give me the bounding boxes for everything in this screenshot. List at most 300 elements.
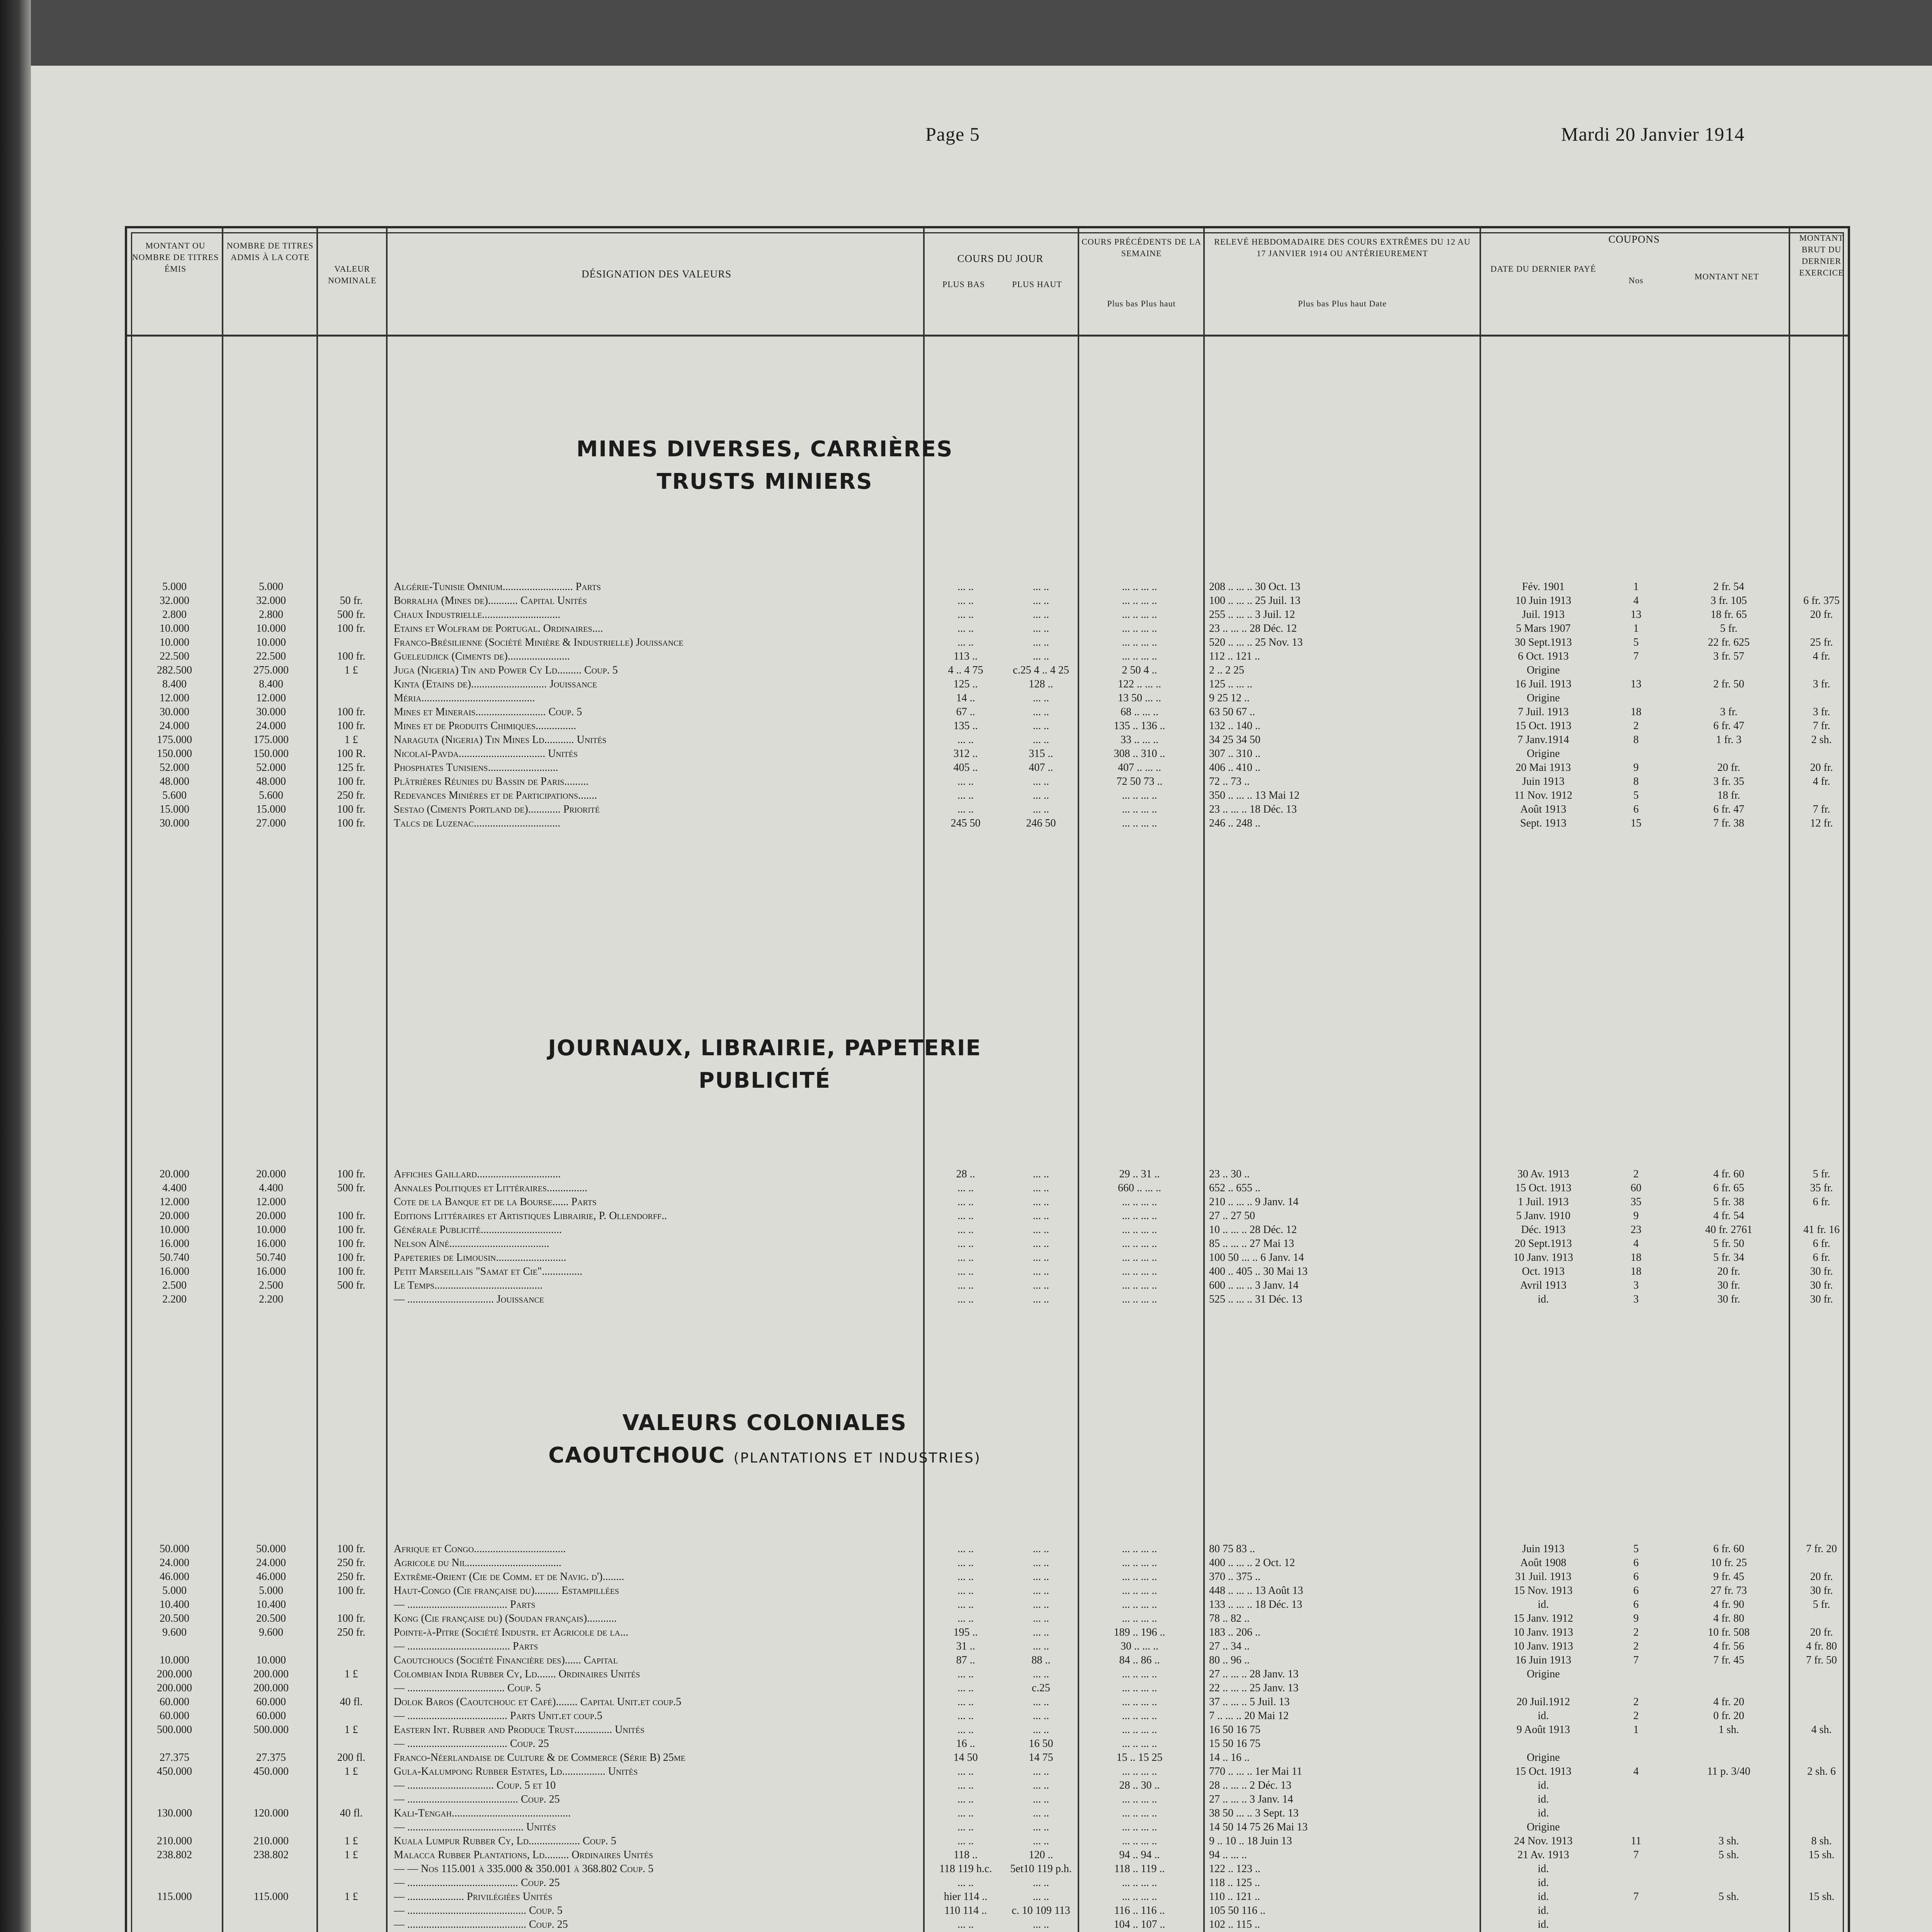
row-nombre: 12.000	[256, 1196, 286, 1208]
row-designation: — ......................................... Coup. 25	[394, 1877, 560, 1889]
row-coupon-net: 1 fr. 3	[1716, 734, 1742, 746]
row-nombre: 27.000	[256, 817, 286, 829]
row-nombre: 46.000	[256, 1571, 286, 1583]
table-row	[127, 1793, 1848, 1806]
row-nombre: 16.000	[256, 1238, 286, 1250]
row-montant-brut: 6 fr.	[1813, 1196, 1830, 1208]
col-header-semaine-bas-haut: Plus bas Plus haut	[1107, 299, 1176, 308]
row-plus-bas: ... ..	[957, 1224, 974, 1236]
row-nombre: 20.500	[256, 1612, 286, 1624]
row-plus-haut: ... ..	[1033, 650, 1049, 662]
row-plus-bas: ... ..	[957, 1710, 974, 1722]
row-designation: Phosphates Tunisiens..........................	[394, 762, 558, 774]
row-releve: 16 50 16 75	[1209, 1724, 1260, 1736]
row-nombre: 20.000	[256, 1168, 286, 1180]
row-valeur: 100 fr.	[337, 1612, 366, 1624]
section-title	[475, 1407, 1054, 1475]
row-releve: 63 50 67 ..	[1209, 706, 1255, 718]
row-coupon-date: 15 Oct. 1913	[1515, 1765, 1571, 1777]
row-montant-brut: 30 fr.	[1810, 1585, 1833, 1597]
row-nombre: 16.000	[256, 1265, 286, 1277]
row-nombre: 60.000	[256, 1710, 286, 1722]
table-row	[127, 775, 1848, 789]
row-plus-haut: ... ..	[1033, 581, 1049, 593]
issue-date: Mardi 20 Janvier 1914	[1561, 123, 1745, 145]
row-montant: 60.000	[160, 1710, 189, 1722]
row-nombre: 10.000	[256, 1654, 286, 1666]
row-plus-haut: ... ..	[1033, 622, 1049, 634]
row-coupon-date: Origine	[1527, 748, 1560, 760]
row-montant: 20.000	[160, 1210, 189, 1222]
row-valeur: 100 fr.	[337, 1168, 366, 1180]
row-nombre: 120.000	[253, 1807, 289, 1819]
row-plus-haut: ... ..	[1033, 1640, 1049, 1652]
row-designation: Colombian India Rubber Cy, Ld....... Ordinaires Unités	[394, 1668, 640, 1680]
row-coupon-numero: 6	[1633, 1599, 1639, 1611]
row-valeur: 250 fr.	[337, 1626, 366, 1638]
row-coupon-date: 15 Nov. 1913	[1514, 1585, 1573, 1597]
table-row	[127, 1584, 1848, 1598]
row-coupon-date: 5 Janv. 1910	[1516, 1210, 1571, 1222]
row-coupon-date: id.	[1537, 1793, 1549, 1805]
row-coupon-numero: 18	[1631, 1252, 1641, 1264]
row-coupon-numero: 4	[1633, 1238, 1639, 1250]
row-semaine: ... .. ... ..	[1122, 1668, 1157, 1680]
row-plus-bas: ... ..	[957, 1599, 974, 1611]
table-row	[127, 1181, 1848, 1195]
row-valeur: 1 £	[344, 1668, 358, 1680]
page-number: Page 5	[925, 123, 980, 145]
row-designation: — — Nos 115.001 à 335.000 & 350.001 à 368.802 Coup. 5	[394, 1863, 654, 1875]
row-releve: 132 .. 140 ..	[1209, 720, 1260, 732]
row-semaine: 94 .. 94 ..	[1119, 1849, 1160, 1861]
row-coupon-net: 4 fr. 90	[1713, 1599, 1745, 1611]
row-designation: Dolok Baros (Caoutchouc et Café)........ Capital Unit.et coup.5	[394, 1696, 682, 1708]
row-coupon-date: 1 Juil. 1913	[1518, 1196, 1569, 1208]
row-montant-brut: 4 fr.	[1813, 650, 1830, 662]
row-semaine: ... .. ... ..	[1122, 1196, 1157, 1208]
row-nombre: 27.375	[256, 1752, 286, 1764]
row-plus-haut: c.25 4 .. 4 25	[1013, 664, 1069, 676]
row-nombre: 2.200	[259, 1293, 283, 1305]
row-montant: 175.000	[157, 734, 192, 746]
table-row	[127, 1237, 1848, 1251]
table-row	[127, 1848, 1848, 1862]
row-releve: 27 .. ... .. 28 Janv. 13	[1209, 1668, 1299, 1680]
row-releve: 400 .. 405 .. 30 Mai 13	[1209, 1265, 1308, 1277]
row-montant: 200.000	[157, 1668, 192, 1680]
row-designation: Naraguta (Nigeria) Tin Mines Ld........... Unités	[394, 734, 607, 746]
row-coupon-date: id.	[1537, 1905, 1549, 1917]
row-montant-brut: 3 fr.	[1813, 678, 1830, 690]
row-nombre: 48.000	[256, 776, 286, 787]
row-designation: — ................................ Jouissance	[394, 1293, 544, 1305]
table-row	[127, 1890, 1848, 1904]
row-plus-bas: 87 ..	[956, 1654, 975, 1666]
row-coupon-date: Oct. 1913	[1522, 1265, 1565, 1277]
table-row	[127, 636, 1848, 650]
row-releve: 9 25 12 ..	[1209, 692, 1250, 704]
row-valeur: 100 fr.	[337, 1585, 366, 1597]
row-montant-brut: 25 fr.	[1810, 636, 1833, 648]
row-designation: Pointe-à-Pitre (Société Industr. et Agricole de la...	[394, 1626, 629, 1638]
row-plus-haut: ... ..	[1033, 1279, 1049, 1291]
row-coupon-numero: 13	[1631, 678, 1641, 690]
row-releve: 78 .. 82 ..	[1209, 1612, 1250, 1624]
row-plus-haut: ... ..	[1033, 1585, 1049, 1597]
table-row	[127, 1542, 1848, 1556]
row-releve: 94 .. ... ..	[1209, 1849, 1247, 1861]
row-montant: 130.000	[157, 1807, 192, 1819]
row-plus-bas: 125 ..	[953, 678, 978, 690]
row-designation: Talcs de Luzenac................................	[394, 817, 561, 829]
row-semaine: ... .. ... ..	[1122, 1252, 1157, 1264]
row-plus-haut: ... ..	[1033, 636, 1049, 648]
book-spine	[0, 0, 31, 1932]
row-valeur: 1 £	[344, 1724, 358, 1736]
table-row	[127, 705, 1848, 719]
row-coupon-date: Origine	[1527, 1668, 1560, 1680]
row-plus-bas: 195 ..	[953, 1626, 978, 1638]
row-plus-haut: c.25	[1032, 1682, 1050, 1694]
row-plus-bas: 14 ..	[956, 692, 975, 704]
row-coupon-numero: 9	[1633, 1612, 1639, 1624]
row-coupon-numero: 18	[1631, 706, 1641, 718]
row-coupon-date: 6 Oct. 1913	[1518, 650, 1569, 662]
row-coupon-numero: 2	[1633, 1640, 1639, 1652]
row-coupon-net: 9 fr. 45	[1713, 1571, 1745, 1583]
row-coupon-net: 3 fr. 57	[1713, 650, 1745, 662]
row-plus-bas: ... ..	[957, 789, 974, 801]
row-plus-haut: ... ..	[1033, 1557, 1049, 1569]
row-coupon-date: Juin 1913	[1522, 776, 1565, 787]
row-designation: Petit Marseillais "Samat et Cie"...............	[394, 1265, 583, 1277]
row-valeur: 100 R.	[337, 748, 366, 760]
row-coupon-numero: 60	[1631, 1182, 1641, 1194]
row-coupon-numero: 8	[1633, 776, 1639, 787]
row-plus-haut: ... ..	[1033, 1724, 1049, 1736]
row-nombre: 8.400	[259, 678, 283, 690]
row-coupon-net: 4 fr. 80	[1713, 1612, 1745, 1624]
row-coupon-date: 30 Av. 1913	[1517, 1168, 1569, 1180]
row-designation: Franco-Brésilienne (Société Minière & Industrielle) Jouissance	[394, 636, 684, 648]
row-coupon-numero: 6	[1633, 1585, 1639, 1597]
row-nombre: 200.000	[253, 1668, 289, 1680]
row-plus-haut: ... ..	[1033, 1821, 1049, 1833]
row-semaine: ... .. ... ..	[1122, 817, 1157, 829]
row-releve: 85 .. ... .. 27 Mai 13	[1209, 1238, 1294, 1250]
row-releve: 520 .. ... .. 25 Nov. 13	[1209, 636, 1303, 648]
row-nombre: 4.400	[259, 1182, 283, 1194]
row-coupon-date: id.	[1537, 1877, 1549, 1889]
row-coupon-net: 2 fr. 50	[1713, 678, 1745, 690]
row-montant: 27.375	[160, 1752, 189, 1764]
row-designation: — ..................... Privilégiées Unités	[394, 1891, 553, 1903]
row-semaine: 116 .. 116 ..	[1114, 1905, 1165, 1917]
row-releve: 80 .. 96 ..	[1209, 1654, 1250, 1666]
row-valeur: 500 fr.	[337, 1279, 366, 1291]
row-plus-haut: ... ..	[1033, 1265, 1049, 1277]
row-coupon-numero: 5	[1633, 1543, 1639, 1555]
row-coupon-numero: 7	[1633, 1654, 1639, 1666]
row-montant: 48.000	[160, 776, 189, 787]
row-nombre: 450.000	[253, 1765, 289, 1777]
row-releve: 183 .. 206 ..	[1209, 1626, 1260, 1638]
row-coupon-date: 9 Août 1913	[1516, 1724, 1570, 1736]
row-semaine: 84 .. 86 ..	[1119, 1654, 1160, 1666]
row-releve: 210 .. ... .. 9 Janv. 14	[1209, 1196, 1299, 1208]
table-row	[127, 580, 1848, 594]
row-nombre: 5.000	[259, 581, 283, 593]
row-coupon-numero: 15	[1631, 817, 1641, 829]
row-releve: 100 .. ... .. 25 Juil. 13	[1209, 595, 1301, 607]
row-releve: 27 .. 34 ..	[1209, 1640, 1250, 1652]
row-designation: Méria..........................................	[394, 692, 535, 704]
row-releve: 122 .. 123 ..	[1209, 1863, 1260, 1875]
row-releve: 118 .. 125 ..	[1209, 1877, 1260, 1889]
row-montant-brut: 7 fr. 20	[1806, 1543, 1837, 1555]
row-plus-haut: ... ..	[1033, 1626, 1049, 1638]
row-releve: 80 75 83 ..	[1209, 1543, 1255, 1555]
col-header-date-coupon: DATE DU DERNIER PAYÉ	[1490, 264, 1596, 274]
row-releve: 22 .. ... .. 25 Janv. 13	[1209, 1682, 1299, 1694]
row-valeur: 500 fr.	[337, 609, 366, 621]
row-montant: 500.000	[157, 1724, 192, 1736]
row-coupon-net: 3 fr. 35	[1713, 776, 1745, 787]
row-designation: Eastern Int. Rubber and Produce Trust.............. Unités	[394, 1724, 645, 1736]
row-semaine: 189 .. 196 ..	[1114, 1626, 1165, 1638]
col-header-releve-sub: Plus bas Plus haut Date	[1298, 299, 1387, 308]
row-valeur: 1 £	[344, 1891, 358, 1903]
row-plus-bas: 16 ..	[956, 1738, 975, 1750]
row-releve: 23 .. 30 ..	[1209, 1168, 1250, 1180]
table-row	[127, 622, 1848, 636]
row-nombre: 500.000	[253, 1724, 289, 1736]
table-row	[127, 747, 1848, 761]
row-coupon-date: 5 Mars 1907	[1516, 622, 1571, 634]
row-releve: 307 .. 310 ..	[1209, 748, 1260, 760]
row-coupon-numero: 9	[1633, 762, 1639, 774]
row-semaine: 30 .. ... ..	[1121, 1640, 1158, 1652]
row-coupon-net: 4 fr. 54	[1713, 1210, 1745, 1222]
row-plus-bas: ... ..	[957, 1196, 974, 1208]
table-row	[127, 1209, 1848, 1223]
row-montant: 60.000	[160, 1696, 189, 1708]
row-plus-haut: ... ..	[1033, 776, 1049, 787]
row-coupon-numero: 2	[1633, 1696, 1639, 1708]
row-coupon-date: Avril 1913	[1520, 1279, 1567, 1291]
table-row	[127, 1612, 1848, 1626]
row-designation: Kuala Lumpur Rubber Cy, Ld................... Coup. 5	[394, 1835, 616, 1847]
row-coupon-date: 11 Nov. 1912	[1514, 789, 1573, 801]
col-header-plus-haut: PLUS HAUT	[1012, 279, 1062, 289]
row-coupon-numero: 2	[1633, 1626, 1639, 1638]
row-designation: Sestao (Ciments Portland de)............ Priorité	[394, 803, 600, 815]
row-semaine: ... .. ... ..	[1122, 1238, 1157, 1250]
row-coupon-date: 16 Juil. 1913	[1515, 678, 1571, 690]
row-semaine: ... .. ... ..	[1122, 1571, 1157, 1583]
row-semaine: ... .. ... ..	[1122, 789, 1157, 801]
row-coupon-date: 20 Sept.1913	[1515, 1238, 1572, 1250]
row-coupon-numero: 5	[1633, 789, 1639, 801]
row-coupon-date: id.	[1537, 1807, 1549, 1819]
row-plus-haut: ... ..	[1033, 1710, 1049, 1722]
row-nombre: 2.800	[259, 609, 283, 621]
row-montant: 10.400	[160, 1599, 189, 1611]
table-row	[127, 1265, 1848, 1279]
row-valeur: 250 fr.	[337, 1557, 366, 1569]
row-valeur: 100 fr.	[337, 650, 366, 662]
row-montant-brut: 12 fr.	[1810, 817, 1833, 829]
row-coupon-numero: 2	[1633, 1168, 1639, 1180]
row-coupon-net: 10 fr. 25	[1710, 1557, 1747, 1569]
row-plus-haut: 14 75	[1029, 1752, 1053, 1764]
row-plus-haut: ... ..	[1033, 1543, 1049, 1555]
row-nombre: 12.000	[256, 692, 286, 704]
row-montant: 30.000	[160, 817, 189, 829]
table-row	[127, 1834, 1848, 1848]
row-designation: — ...................................... Parts	[394, 1640, 538, 1652]
row-designation: Juga (Nigeria) Tin and Power Cy Ld......... Coup. 5	[394, 664, 618, 676]
row-designation: Nelson Aîné.....................................	[394, 1238, 549, 1250]
row-nombre: 30.000	[256, 706, 286, 718]
row-montant-brut: 30 fr.	[1810, 1265, 1833, 1277]
row-montant-brut: 4 fr. 80	[1806, 1640, 1837, 1652]
row-coupon-net: 6 fr. 47	[1713, 803, 1745, 815]
row-semaine: ... .. ... ..	[1122, 1738, 1157, 1750]
row-valeur: 100 fr.	[337, 1210, 366, 1222]
row-montant-brut: 7 fr.	[1813, 803, 1830, 815]
row-montant-brut: 30 fr.	[1810, 1279, 1833, 1291]
row-semaine: 308 .. 310 ..	[1114, 748, 1165, 760]
table-row	[127, 1195, 1848, 1209]
row-plus-bas: ... ..	[957, 1918, 974, 1930]
row-plus-bas: ... ..	[957, 636, 974, 648]
row-montant-brut: 2 sh.	[1811, 734, 1832, 746]
row-plus-bas: ... ..	[957, 609, 974, 621]
row-coupon-numero: 6	[1633, 1571, 1639, 1583]
row-plus-bas: ... ..	[957, 1543, 974, 1555]
row-semaine: 15 .. 15 25	[1116, 1752, 1163, 1764]
row-valeur: 100 fr.	[337, 1265, 366, 1277]
row-semaine: ... .. ... ..	[1122, 1265, 1157, 1277]
table-row	[127, 1556, 1848, 1570]
row-semaine: 104 .. 107 ..	[1114, 1918, 1165, 1930]
row-montant: 24.000	[160, 1557, 189, 1569]
row-plus-bas: ... ..	[957, 1210, 974, 1222]
row-designation: — ......................................... Coup. 25	[394, 1793, 560, 1805]
row-nombre: 32.000	[256, 595, 286, 607]
row-montant: 20.000	[160, 1168, 189, 1180]
row-semaine: ... .. ... ..	[1122, 803, 1157, 815]
row-montant: 150.000	[157, 748, 192, 760]
row-nombre: 5.000	[259, 1585, 283, 1597]
row-coupon-date: 10 Janv. 1913	[1513, 1626, 1573, 1638]
row-semaine: 660 .. ... ..	[1118, 1182, 1161, 1194]
section-rows	[127, 1542, 1848, 1932]
row-releve: 246 .. 248 ..	[1209, 817, 1260, 829]
row-coupon-date: Août 1913	[1520, 803, 1566, 815]
row-plus-haut: ... ..	[1033, 1779, 1049, 1791]
row-coupon-numero: 2	[1633, 720, 1639, 732]
row-coupon-net: 4 fr. 20	[1713, 1696, 1745, 1708]
row-plus-haut: 128 ..	[1029, 678, 1053, 690]
table-row	[127, 663, 1848, 677]
row-coupon-date: 7 Janv.1914	[1517, 734, 1569, 746]
row-nombre: 10.400	[256, 1599, 286, 1611]
row-coupon-date: Juin 1913	[1522, 1543, 1565, 1555]
row-coupon-numero: 11	[1631, 1835, 1641, 1847]
row-plus-bas: 113 ..	[954, 650, 978, 662]
row-montant: 16.000	[160, 1238, 189, 1250]
row-valeur: 50 fr.	[340, 595, 363, 607]
row-plus-haut: 315 ..	[1029, 748, 1053, 760]
row-montant: 282.500	[157, 664, 192, 676]
row-designation: — ................................ Coup. 5 et 10	[394, 1779, 556, 1791]
row-plus-bas: 67 ..	[956, 706, 975, 718]
row-coupon-net: 5 fr. 38	[1713, 1196, 1745, 1208]
row-semaine: ... .. ... ..	[1122, 1696, 1157, 1708]
row-nombre: 15.000	[256, 803, 286, 815]
col-header-designation: DÉSIGNATION DES VALEURS	[581, 268, 732, 280]
row-montant: 22.500	[160, 650, 189, 662]
row-plus-haut: ... ..	[1033, 609, 1049, 621]
row-plus-bas: 28 ..	[956, 1168, 975, 1180]
row-nombre: 115.000	[253, 1891, 289, 1903]
row-semaine: 13 50 ... ..	[1118, 692, 1161, 704]
row-releve: 652 .. 655 ..	[1209, 1182, 1260, 1194]
row-coupon-date: 15 Oct. 1913	[1515, 720, 1571, 732]
row-valeur: 100 fr.	[337, 1224, 366, 1236]
row-coupon-net: 5 sh.	[1718, 1849, 1739, 1861]
row-designation: Franco-Néerlandaise de Culture & de Commerce (Série B) 25me	[394, 1752, 685, 1764]
row-semaine: 118 .. 119 ..	[1114, 1863, 1165, 1875]
row-semaine: ... .. ... ..	[1122, 1224, 1157, 1236]
row-montant-brut: 20 fr.	[1810, 1571, 1833, 1583]
row-plus-haut: 407 ..	[1029, 762, 1053, 774]
table-row	[127, 1709, 1848, 1723]
row-semaine: 407 .. ... ..	[1118, 762, 1161, 774]
table-row	[127, 1639, 1848, 1653]
row-coupon-date: Origine	[1527, 1821, 1560, 1833]
row-semaine: ... .. ... ..	[1122, 1835, 1157, 1847]
row-coupon-date: id.	[1537, 1293, 1549, 1305]
row-semaine: 122 .. ... ..	[1118, 678, 1161, 690]
row-plus-bas: 118 ..	[954, 1849, 978, 1861]
row-semaine: 135 .. 136 ..	[1114, 720, 1165, 732]
row-coupon-net: 5 fr.	[1720, 622, 1738, 634]
row-designation: — ............................................ Coup. 5	[394, 1905, 563, 1917]
row-plus-bas: ... ..	[957, 803, 974, 815]
row-semaine: 68 .. ... ..	[1121, 706, 1158, 718]
row-semaine: ... .. ... ..	[1122, 1612, 1157, 1624]
row-coupon-net: 27 fr. 73	[1710, 1585, 1747, 1597]
row-montant: 10.000	[160, 1654, 189, 1666]
row-nombre: 150.000	[253, 748, 289, 760]
table-row	[127, 1779, 1848, 1793]
row-valeur: 40 fl.	[340, 1696, 363, 1708]
row-plus-bas: ... ..	[957, 1779, 974, 1791]
row-plus-haut: 246 50	[1026, 817, 1056, 829]
row-montant: 50.000	[160, 1543, 189, 1555]
table-row	[127, 1751, 1848, 1765]
row-montant: 10.000	[160, 1224, 189, 1236]
row-releve: 770 .. ... .. 1er Mai 11	[1209, 1765, 1302, 1777]
row-plus-haut: c. 10 109 113	[1012, 1905, 1070, 1917]
row-plus-bas: ... ..	[957, 1252, 974, 1264]
row-coupon-numero: 1	[1633, 1724, 1639, 1736]
row-coupon-date: 15 Janv. 1912	[1513, 1612, 1573, 1624]
